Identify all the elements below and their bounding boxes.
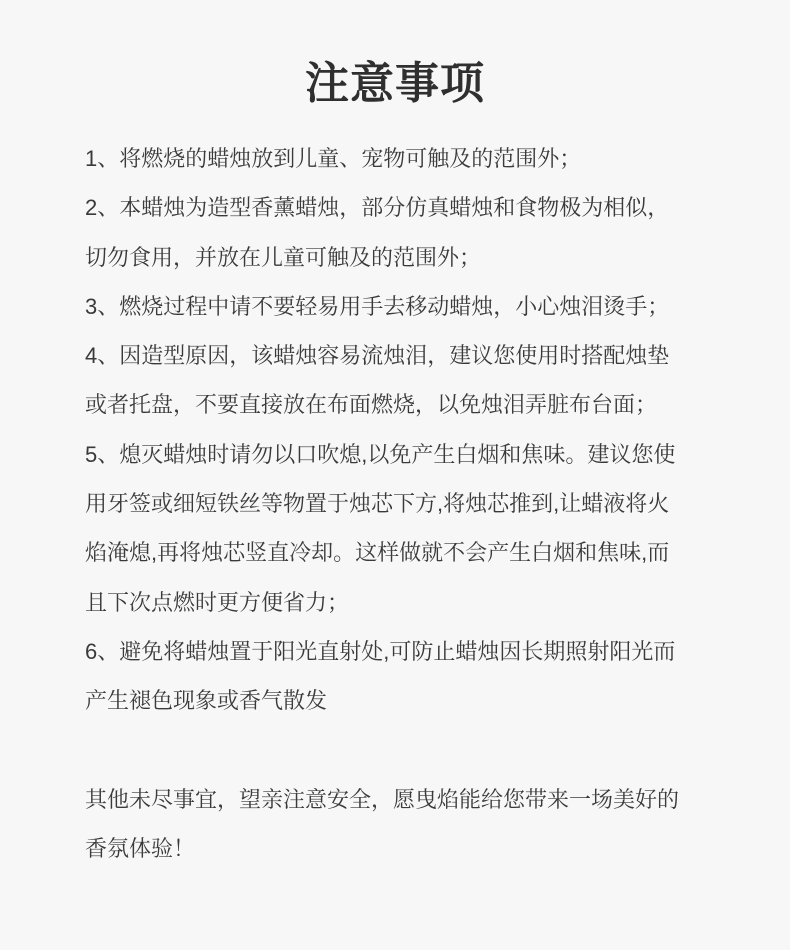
notice-line: 6、避免将蜡烛置于阳光直射处,可防止蜡烛因长期照射阳光而: [85, 638, 676, 664]
notice-line: 3、燃烧过程中请不要轻易用手去移动蜡烛，小心烛泪烫手；: [85, 293, 670, 319]
notice-line: 其他未尽事宜，望亲注意安全，愿曳焰能给您带来一场美好的: [85, 786, 680, 812]
notice-line: 1、将燃烧的蜡烛放到儿童、宠物可触及的范围外；: [85, 146, 582, 171]
notice-line: 焰淹熄,再将烛芯竖直冷却。这样做就不会产生白烟和焦味,而: [85, 540, 670, 566]
notice-line: 用牙签或细短铁丝等物置于烛芯下方,将烛芯推到,让蜡液将火: [85, 491, 670, 517]
notice-line: 或者托盘，不要直接放在布面燃烧，以免烛泪弄脏布台面；: [85, 392, 658, 418]
notice-line: 香氛体验！: [85, 836, 196, 862]
notice-line: 产生褪色现象或香气散发: [85, 688, 328, 714]
blank-line: [85, 726, 705, 775]
notice-line: 4、因造型原因，该蜡烛容易流烛泪，建议您使用时搭配烛垫: [85, 343, 670, 369]
notice-line: 2、本蜡烛为造型香薰蜡烛，部分仿真蜡烛和食物极为相似，: [85, 195, 670, 221]
notice-line: 且下次点燃时更方便省力；: [85, 589, 350, 615]
notice-line: 5、熄灭蜡烛时请勿以口吹熄,以免产生白烟和焦味。建议您使: [85, 441, 676, 467]
page-title: 注意事项: [305, 59, 485, 108]
notice-line: 切勿食用，并放在儿童可触及的范围外；: [85, 244, 482, 270]
notice-body: [0, 134, 790, 873]
